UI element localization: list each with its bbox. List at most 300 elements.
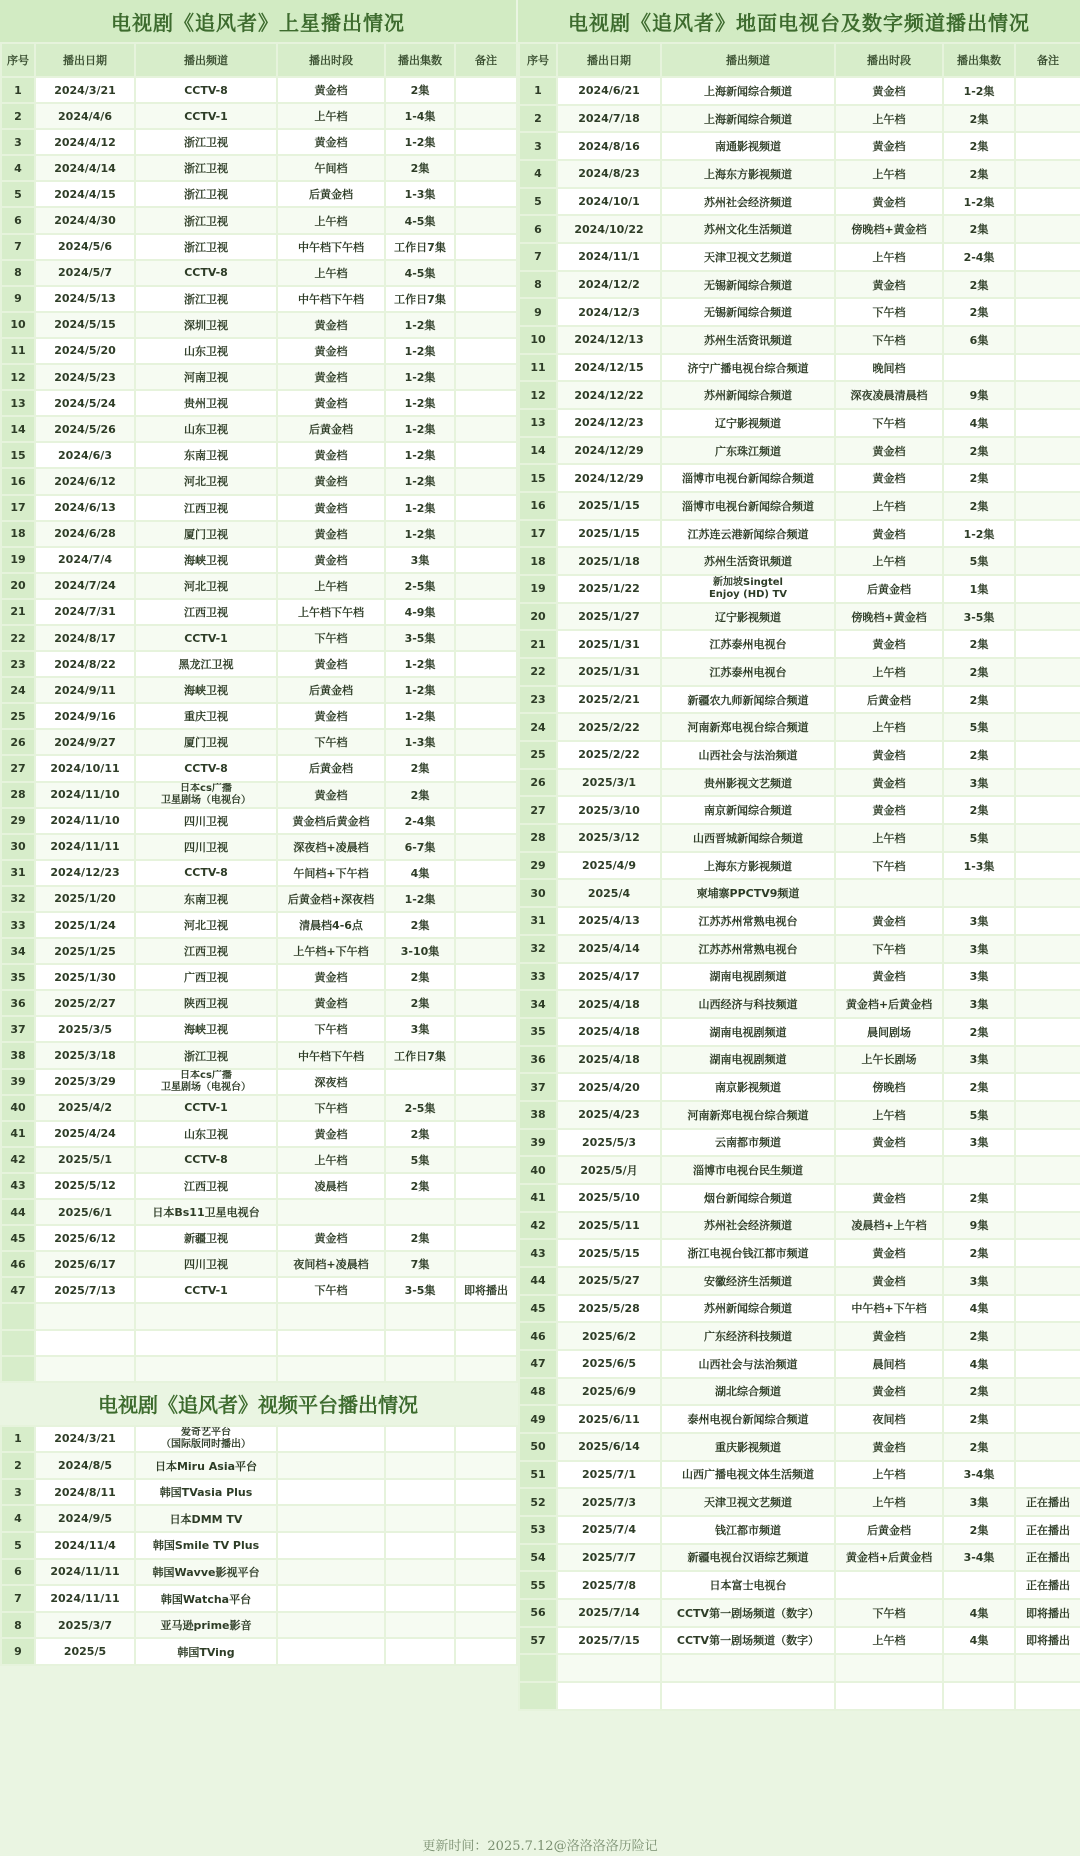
row-index: 34 bbox=[519, 990, 557, 1018]
table-cell: 苏州社会经济频道 bbox=[661, 1212, 835, 1240]
table-cell: 上午档+下午档 bbox=[277, 938, 385, 964]
table-cell: 后黄金档 bbox=[835, 686, 943, 714]
table-cell: 江西卫视 bbox=[135, 599, 277, 625]
table-cell: 2集 bbox=[943, 796, 1015, 824]
table-cell bbox=[455, 416, 517, 442]
table-row bbox=[519, 824, 1080, 852]
table-cell: 工作日7集 bbox=[385, 1042, 455, 1068]
table-cell: 上海东方影视频道 bbox=[661, 160, 835, 188]
table-cell: 2025/4/9 bbox=[557, 852, 661, 880]
table-cell bbox=[1015, 492, 1080, 520]
table-cell: 黄金档 bbox=[835, 77, 943, 105]
table-cell: 黄金档 bbox=[277, 651, 385, 677]
table-cell: 2025/1/24 bbox=[35, 912, 135, 938]
row-index: 3 bbox=[1, 1479, 35, 1506]
row-index: 35 bbox=[1, 964, 35, 990]
row-index: 26 bbox=[1, 729, 35, 755]
table-cell bbox=[455, 1069, 517, 1095]
table-cell: 黄金档 bbox=[277, 990, 385, 1016]
table-cell bbox=[1015, 271, 1080, 299]
table-cell: 浙江卫视 bbox=[135, 207, 277, 233]
table-cell: 黄金档 bbox=[277, 495, 385, 521]
table-cell bbox=[455, 1356, 517, 1382]
table-cell: 2集 bbox=[943, 132, 1015, 160]
table-cell bbox=[455, 207, 517, 233]
table-row bbox=[519, 1461, 1080, 1489]
row-index: 24 bbox=[1, 677, 35, 703]
table-row bbox=[1, 1356, 517, 1382]
table-cell: 山西晋城新闻综合频道 bbox=[661, 824, 835, 852]
table-row bbox=[1, 729, 517, 755]
table-cell: 4集 bbox=[385, 860, 455, 886]
table-cell: 深夜档 bbox=[277, 1069, 385, 1095]
table-row bbox=[1, 1016, 517, 1042]
table-cell: 6-7集 bbox=[385, 834, 455, 860]
table-cell: 韩国Wavve影视平台 bbox=[135, 1559, 277, 1586]
table-row bbox=[519, 381, 1080, 409]
table-cell: 2025/6/12 bbox=[35, 1225, 135, 1251]
row-index: 50 bbox=[519, 1433, 557, 1461]
table-cell: 2集 bbox=[385, 1173, 455, 1199]
table-cell: 4-5集 bbox=[385, 260, 455, 286]
table-cell: 2024/10/1 bbox=[557, 188, 661, 216]
table-cell: 4集 bbox=[943, 1350, 1015, 1378]
table-cell: 2集 bbox=[943, 1433, 1015, 1461]
table-cell: 浙江卫视 bbox=[135, 286, 277, 312]
table-cell bbox=[35, 1303, 135, 1329]
table-cell: 下午档 bbox=[835, 1599, 943, 1627]
table-cell bbox=[1015, 824, 1080, 852]
table-cell bbox=[135, 1303, 277, 1329]
table-cell: 海峡卫视 bbox=[135, 677, 277, 703]
row-index: 20 bbox=[1, 573, 35, 599]
ground-title: 电视剧《追风者》地面电视台及数字频道播出情况 bbox=[518, 0, 1080, 42]
table-cell: 黄金档 bbox=[835, 1184, 943, 1212]
table-cell: 2025/6/5 bbox=[557, 1350, 661, 1378]
table-cell: 下午档 bbox=[277, 625, 385, 651]
table-cell: 黄金档 bbox=[277, 782, 385, 808]
table-cell: 2集 bbox=[943, 492, 1015, 520]
table-cell: 黄金档 bbox=[277, 703, 385, 729]
table-cell: 2025/1/15 bbox=[557, 492, 661, 520]
table-row bbox=[1, 442, 517, 468]
table-cell: 中午档下午档 bbox=[277, 234, 385, 260]
table-cell: 黑龙江卫视 bbox=[135, 651, 277, 677]
table-cell bbox=[277, 1452, 385, 1479]
row-index: 14 bbox=[1, 416, 35, 442]
table-cell bbox=[1015, 326, 1080, 354]
table-cell: 上午档 bbox=[835, 160, 943, 188]
table-cell: 5集 bbox=[943, 547, 1015, 575]
table-cell: 厦门卫视 bbox=[135, 521, 277, 547]
table-cell: 2集 bbox=[943, 1239, 1015, 1267]
table-cell bbox=[455, 1452, 517, 1479]
table-cell: 日本Miru Asia平台 bbox=[135, 1452, 277, 1479]
table-cell: 2024/3/21 bbox=[35, 1426, 135, 1453]
row-index: 7 bbox=[1, 1585, 35, 1612]
table-cell: 3-5集 bbox=[385, 625, 455, 651]
table-row bbox=[519, 409, 1080, 437]
table-cell: 辽宁影视频道 bbox=[661, 409, 835, 437]
table-row bbox=[1, 521, 517, 547]
satellite-header-row bbox=[1, 43, 517, 77]
table-cell bbox=[385, 1199, 455, 1225]
table-cell: 天津卫视文艺频道 bbox=[661, 1488, 835, 1516]
table-cell: 2集 bbox=[385, 1225, 455, 1251]
table-cell bbox=[455, 103, 517, 129]
table-cell bbox=[455, 1016, 517, 1042]
table-cell: 2024/4/14 bbox=[35, 155, 135, 181]
table-cell: 2025/3/10 bbox=[557, 796, 661, 824]
table-cell: 2025/4/14 bbox=[557, 935, 661, 963]
table-cell bbox=[455, 860, 517, 886]
table-cell: 后黄金档 bbox=[835, 575, 943, 603]
table-cell: 1-2集 bbox=[943, 77, 1015, 105]
table-row bbox=[1, 703, 517, 729]
table-cell bbox=[1015, 1405, 1080, 1433]
row-index: 32 bbox=[519, 935, 557, 963]
table-cell: 后黄金档 bbox=[277, 416, 385, 442]
table-cell bbox=[385, 1356, 455, 1382]
table-cell bbox=[455, 1330, 517, 1356]
table-cell: 山西社会与法治频道 bbox=[661, 741, 835, 769]
table-row bbox=[1, 808, 517, 834]
table-cell: 2025/7/7 bbox=[557, 1544, 661, 1572]
table-cell: 黄金档 bbox=[835, 1322, 943, 1350]
table-cell bbox=[1015, 1129, 1080, 1157]
table-row bbox=[519, 1350, 1080, 1378]
table-cell: 2024/8/17 bbox=[35, 625, 135, 651]
row-index: 9 bbox=[1, 286, 35, 312]
table-cell: 江西卫视 bbox=[135, 938, 277, 964]
table-cell: 2025/5/1 bbox=[35, 1147, 135, 1173]
table-cell bbox=[385, 1330, 455, 1356]
row-index: 21 bbox=[1, 599, 35, 625]
table-cell: 2-4集 bbox=[385, 808, 455, 834]
row-index: 41 bbox=[1, 1121, 35, 1147]
table-row bbox=[519, 630, 1080, 658]
table-row bbox=[519, 1682, 1080, 1710]
table-cell: 2025/1/18 bbox=[557, 547, 661, 575]
table-cell: 2025/5/10 bbox=[557, 1184, 661, 1212]
table-row bbox=[519, 215, 1080, 243]
table-cell: 2024/10/22 bbox=[557, 215, 661, 243]
row-index: 3 bbox=[1, 129, 35, 155]
table-cell: 黄金档 bbox=[835, 1239, 943, 1267]
table-cell: 贵州卫视 bbox=[135, 390, 277, 416]
table-cell: 2025/3/7 bbox=[35, 1612, 135, 1639]
table-cell: 黄金档 bbox=[277, 364, 385, 390]
table-cell: 4集 bbox=[943, 1599, 1015, 1627]
table-cell bbox=[455, 990, 517, 1016]
table-cell: 2025/5/3 bbox=[557, 1129, 661, 1157]
table-row bbox=[519, 879, 1080, 907]
row-index: 7 bbox=[1, 234, 35, 260]
table-cell bbox=[1015, 1378, 1080, 1406]
column-header: 播出频道 bbox=[135, 43, 277, 77]
table-cell: 1-3集 bbox=[385, 181, 455, 207]
table-cell: 夜间档 bbox=[835, 1405, 943, 1433]
table-cell: 2025/3/18 bbox=[35, 1042, 135, 1068]
table-cell: 上午档 bbox=[835, 105, 943, 133]
table-cell: 上海东方影视频道 bbox=[661, 852, 835, 880]
table-cell bbox=[943, 1682, 1015, 1710]
row-index bbox=[1, 1330, 35, 1356]
table-cell: 凌晨档+上午档 bbox=[835, 1212, 943, 1240]
table-cell: 2025/6/14 bbox=[557, 1433, 661, 1461]
table-row bbox=[1, 1559, 517, 1586]
table-cell: CCTV-1 bbox=[135, 625, 277, 651]
row-index: 1 bbox=[1, 1426, 35, 1453]
table-row bbox=[519, 907, 1080, 935]
table-cell: 2025/2/22 bbox=[557, 741, 661, 769]
table-cell bbox=[1015, 741, 1080, 769]
table-cell: 上午档 bbox=[277, 260, 385, 286]
table-cell: 重庆卫视 bbox=[135, 703, 277, 729]
table-row bbox=[1, 860, 517, 886]
table-cell: 上午档 bbox=[277, 103, 385, 129]
table-cell: 下午档 bbox=[835, 326, 943, 354]
table-cell bbox=[455, 1042, 517, 1068]
table-cell: 午间档 bbox=[277, 155, 385, 181]
table-cell: 中午档+下午档 bbox=[835, 1295, 943, 1323]
table-cell: 2024/5/7 bbox=[35, 260, 135, 286]
table-row bbox=[519, 1295, 1080, 1323]
table-cell: 2025/7/15 bbox=[557, 1627, 661, 1655]
table-row bbox=[519, 1544, 1080, 1572]
table-cell: 2025/3/29 bbox=[35, 1069, 135, 1095]
row-index: 14 bbox=[519, 437, 557, 465]
table-row bbox=[519, 769, 1080, 797]
table-cell bbox=[455, 938, 517, 964]
column-header: 播出频道 bbox=[661, 43, 835, 77]
row-index: 9 bbox=[519, 298, 557, 326]
table-cell: 5集 bbox=[385, 1147, 455, 1173]
table-cell bbox=[661, 1682, 835, 1710]
table-row bbox=[1, 677, 517, 703]
table-row bbox=[1, 938, 517, 964]
table-cell: 2-4集 bbox=[943, 243, 1015, 271]
table-row bbox=[519, 1101, 1080, 1129]
table-cell: 后黄金档 bbox=[277, 755, 385, 781]
table-cell bbox=[1015, 1018, 1080, 1046]
table-cell: 2024/11/1 bbox=[557, 243, 661, 271]
row-index: 24 bbox=[519, 713, 557, 741]
row-index: 27 bbox=[1, 755, 35, 781]
table-cell: 山东卫视 bbox=[135, 338, 277, 364]
row-index: 4 bbox=[1, 155, 35, 181]
table-cell bbox=[943, 879, 1015, 907]
table-row bbox=[1, 1532, 517, 1559]
table-row bbox=[1, 990, 517, 1016]
table-cell bbox=[277, 1426, 385, 1453]
table-cell bbox=[1015, 1654, 1080, 1682]
table-cell bbox=[1015, 1433, 1080, 1461]
table-cell: 9集 bbox=[943, 381, 1015, 409]
table-cell: 下午档 bbox=[277, 1016, 385, 1042]
table-cell: 2024/5/20 bbox=[35, 338, 135, 364]
table-row bbox=[519, 464, 1080, 492]
table-cell: 2-5集 bbox=[385, 1095, 455, 1121]
table-cell bbox=[455, 1199, 517, 1225]
table-cell bbox=[1015, 1073, 1080, 1101]
table-row bbox=[519, 1129, 1080, 1157]
table-cell bbox=[455, 1251, 517, 1277]
table-row bbox=[1, 1585, 517, 1612]
row-index: 12 bbox=[519, 381, 557, 409]
table-cell: 苏州生活资讯频道 bbox=[661, 547, 835, 575]
table-cell: 河南新郑电视台综合频道 bbox=[661, 713, 835, 741]
table-cell: 新疆电视台汉语综艺频道 bbox=[661, 1544, 835, 1572]
table-cell: 上午档 bbox=[835, 1488, 943, 1516]
table-cell: 重庆影视频道 bbox=[661, 1433, 835, 1461]
ground-table bbox=[518, 42, 1080, 1711]
table-row bbox=[1, 1069, 517, 1095]
table-cell: 2集 bbox=[943, 105, 1015, 133]
table-row bbox=[1, 364, 517, 390]
table-cell: 河南新郑电视台综合频道 bbox=[661, 1101, 835, 1129]
table-row bbox=[1, 782, 517, 808]
table-cell: 2024/6/12 bbox=[35, 468, 135, 494]
table-cell bbox=[1015, 547, 1080, 575]
table-cell: 上海新闻综合频道 bbox=[661, 77, 835, 105]
table-cell: 四川卫视 bbox=[135, 834, 277, 860]
table-cell: 黄金档+后黄金档 bbox=[835, 1544, 943, 1572]
table-cell bbox=[455, 1479, 517, 1506]
table-cell: 山东卫视 bbox=[135, 1121, 277, 1147]
table-cell: 烟台新闻综合频道 bbox=[661, 1184, 835, 1212]
table-cell bbox=[455, 1121, 517, 1147]
table-cell: 黄金档 bbox=[835, 741, 943, 769]
table-row bbox=[519, 1046, 1080, 1074]
table-cell: 淄博市电视台新闻综合频道 bbox=[661, 464, 835, 492]
table-cell: 海峡卫视 bbox=[135, 547, 277, 573]
table-cell: 四川卫视 bbox=[135, 1251, 277, 1277]
table-cell: 上午档下午档 bbox=[277, 599, 385, 625]
table-cell: 2024/4/30 bbox=[35, 207, 135, 233]
table-cell: 1-2集 bbox=[385, 651, 455, 677]
row-index: 18 bbox=[1, 521, 35, 547]
table-row bbox=[1, 1225, 517, 1251]
table-cell: 四川卫视 bbox=[135, 808, 277, 834]
table-row bbox=[1, 1173, 517, 1199]
table-cell bbox=[1015, 1267, 1080, 1295]
table-cell: 2024/12/15 bbox=[557, 354, 661, 382]
table-cell: 2024/12/29 bbox=[557, 464, 661, 492]
row-index: 33 bbox=[519, 963, 557, 991]
table-cell: 2集 bbox=[385, 155, 455, 181]
table-row bbox=[519, 1627, 1080, 1655]
table-cell: 天津卫视文艺频道 bbox=[661, 243, 835, 271]
row-index: 2 bbox=[1, 103, 35, 129]
table-cell: 浙江卫视 bbox=[135, 181, 277, 207]
table-cell: 黄金档 bbox=[835, 437, 943, 465]
table-cell bbox=[455, 1426, 517, 1453]
table-cell: 1集 bbox=[943, 575, 1015, 603]
table-cell bbox=[1015, 1046, 1080, 1074]
table-cell: 浙江电视台钱江都市频道 bbox=[661, 1239, 835, 1267]
table-row bbox=[519, 105, 1080, 133]
table-cell: 2024/12/23 bbox=[557, 409, 661, 437]
table-cell bbox=[277, 1505, 385, 1532]
table-cell: 河北卫视 bbox=[135, 912, 277, 938]
table-cell: 江苏泰州电视台 bbox=[661, 658, 835, 686]
table-cell: 2025/5/11 bbox=[557, 1212, 661, 1240]
table-cell: 安徽经济生活频道 bbox=[661, 1267, 835, 1295]
table-cell: 2025/6/17 bbox=[35, 1251, 135, 1277]
table-cell: 后黄金档 bbox=[835, 1516, 943, 1544]
table-cell: 1-2集 bbox=[385, 703, 455, 729]
table-row bbox=[519, 1239, 1080, 1267]
table-cell: 无锡新闻综合频道 bbox=[661, 271, 835, 299]
table-cell: 浙江卫视 bbox=[135, 234, 277, 260]
row-index: 10 bbox=[519, 326, 557, 354]
table-cell: 下午档 bbox=[835, 852, 943, 880]
row-index: 21 bbox=[519, 630, 557, 658]
row-index: 53 bbox=[519, 1516, 557, 1544]
table-cell: 凌晨档 bbox=[277, 1173, 385, 1199]
table-cell: 3集 bbox=[943, 1046, 1015, 1074]
table-row bbox=[1, 468, 517, 494]
table-cell bbox=[277, 1199, 385, 1225]
table-cell: 2集 bbox=[943, 1516, 1015, 1544]
table-cell bbox=[455, 181, 517, 207]
row-index: 20 bbox=[519, 603, 557, 631]
table-row bbox=[1, 1479, 517, 1506]
row-index: 56 bbox=[519, 1599, 557, 1627]
row-index bbox=[1, 1356, 35, 1382]
table-row bbox=[1, 1638, 517, 1665]
table-cell: 黄金档 bbox=[277, 338, 385, 364]
table-cell: 黄金档 bbox=[835, 907, 943, 935]
table-cell: 钱江都市频道 bbox=[661, 1516, 835, 1544]
table-cell: 黄金档 bbox=[277, 312, 385, 338]
table-cell: 上午档 bbox=[835, 658, 943, 686]
row-index: 1 bbox=[1, 77, 35, 103]
table-cell: 2025/5/27 bbox=[557, 1267, 661, 1295]
table-cell: 黄金档 bbox=[277, 390, 385, 416]
table-row bbox=[1, 416, 517, 442]
table-cell bbox=[455, 286, 517, 312]
table-row bbox=[1, 260, 517, 286]
table-cell: 2024/12/2 bbox=[557, 271, 661, 299]
table-cell: 2集 bbox=[385, 755, 455, 781]
table-cell: 后黄金档+深夜档 bbox=[277, 886, 385, 912]
table-cell: 黄金档 bbox=[835, 1267, 943, 1295]
table-cell bbox=[455, 573, 517, 599]
table-cell: 4集 bbox=[943, 1627, 1015, 1655]
table-cell: 上午档 bbox=[835, 243, 943, 271]
table-cell: 2集 bbox=[943, 741, 1015, 769]
row-index: 19 bbox=[519, 575, 557, 603]
table-cell: 2集 bbox=[943, 1184, 1015, 1212]
row-index: 52 bbox=[519, 1488, 557, 1516]
table-cell: 浙江卫视 bbox=[135, 155, 277, 181]
row-index: 36 bbox=[519, 1046, 557, 1074]
table-cell: 4集 bbox=[943, 409, 1015, 437]
table-row bbox=[519, 1405, 1080, 1433]
table-cell: 2集 bbox=[943, 1322, 1015, 1350]
table-cell: 1-2集 bbox=[385, 129, 455, 155]
table-cell bbox=[1015, 852, 1080, 880]
table-row bbox=[519, 1018, 1080, 1046]
table-cell bbox=[455, 651, 517, 677]
row-index: 22 bbox=[1, 625, 35, 651]
table-cell: 3-4集 bbox=[943, 1461, 1015, 1489]
table-cell bbox=[385, 1452, 455, 1479]
table-cell: 韩国Smile TV Plus bbox=[135, 1532, 277, 1559]
table-cell bbox=[455, 1505, 517, 1532]
